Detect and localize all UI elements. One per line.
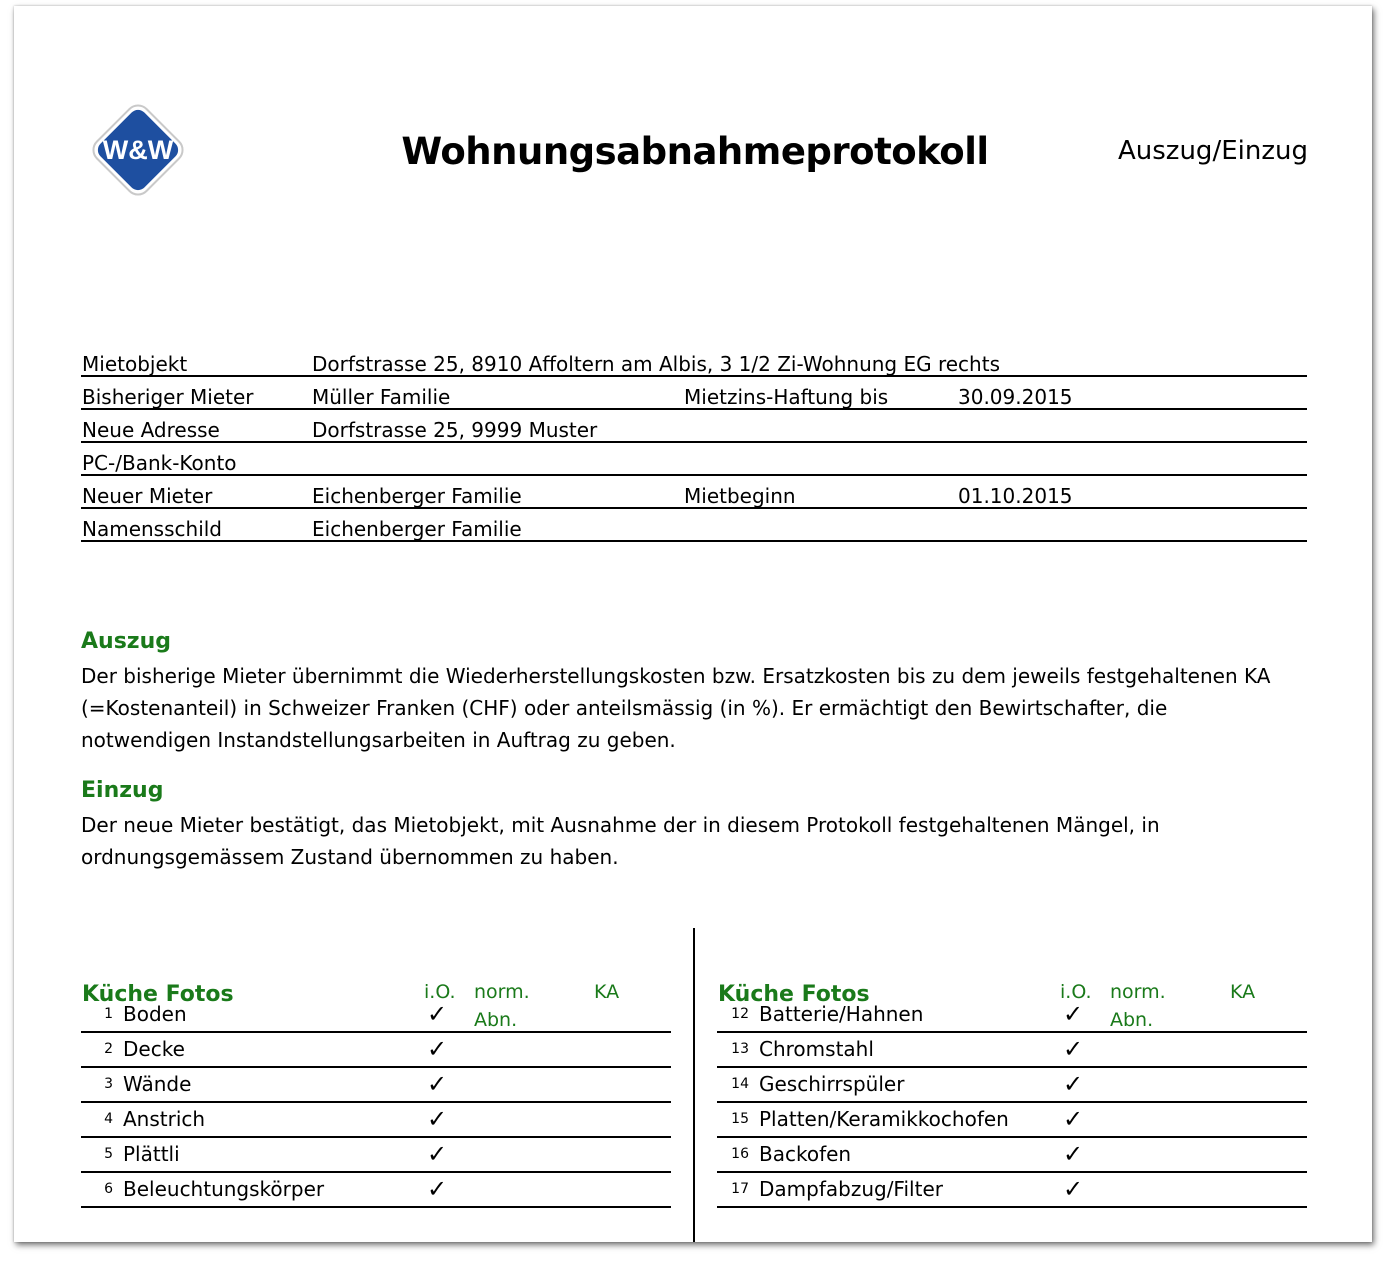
row-number: 17 <box>731 1181 749 1197</box>
check-icon: ✓ <box>1063 1000 1084 1028</box>
kitchen-table-left <box>81 938 671 1208</box>
info-row <box>81 410 1307 443</box>
table-row <box>81 998 671 1033</box>
table-row <box>81 1103 671 1138</box>
col-norm: norm. Abn. <box>1110 981 1166 1031</box>
info-value: Eichenberger Familie <box>312 517 522 541</box>
row-number: 3 <box>104 1076 113 1092</box>
einzug-line: Der neue Mieter bestätigt, das Mietobjekt, mit Ausnahme der in diesem Protokoll festgehaltenen Mängel, in <box>81 813 1160 837</box>
info-table <box>81 344 1307 542</box>
row-label: Geschirrspüler <box>759 1072 905 1096</box>
info-value-secondary: 30.09.2015 <box>958 385 1073 409</box>
row-number: 4 <box>104 1111 113 1127</box>
row-label: Anstrich <box>123 1107 206 1131</box>
table-row <box>81 1173 671 1208</box>
einzug-line: ordnungsgemässem Zustand übernommen zu haben. <box>81 845 619 869</box>
row-label: Platten/Keramikkochofen <box>759 1107 1009 1131</box>
info-row <box>81 509 1307 542</box>
check-icon: ✓ <box>1063 1105 1084 1133</box>
info-value: Müller Familie <box>312 385 451 409</box>
col-norm: norm. Abn. <box>474 981 530 1031</box>
check-icon: ✓ <box>1063 1035 1084 1063</box>
row-number: 1 <box>104 1006 113 1022</box>
check-icon: ✓ <box>427 1070 448 1098</box>
col-io: i.O. <box>424 981 456 1003</box>
auszug-heading: Auszug <box>81 629 171 654</box>
info-label: Namensschild <box>82 517 222 541</box>
column-divider <box>693 928 695 1242</box>
table-title: Küche Fotos <box>82 982 234 1007</box>
table-row <box>717 1033 1307 1068</box>
info-label: PC-/Bank-Konto <box>82 451 237 475</box>
info-row <box>81 476 1307 509</box>
row-label: Decke <box>123 1037 185 1061</box>
row-label: Wände <box>123 1072 192 1096</box>
row-number: 15 <box>731 1111 749 1127</box>
check-icon: ✓ <box>1063 1175 1084 1203</box>
row-label: Plättli <box>123 1142 180 1166</box>
row-number: 12 <box>731 1006 749 1022</box>
document-page <box>14 6 1372 1242</box>
col-ka: KA <box>594 981 620 1003</box>
row-number: 5 <box>104 1146 113 1162</box>
row-number: 2 <box>104 1041 113 1057</box>
info-value: Dorfstrasse 25, 8910 Affoltern am Albis, 3 1/2 Zi-Wohnung EG rechts <box>312 352 1000 376</box>
col-io: i.O. <box>1060 981 1092 1003</box>
auszug-text <box>81 660 1321 756</box>
auszug-line: Der bisherige Mieter übernimmt die Wiederherstellungskosten bzw. Ersatzkosten bis zu dem jeweils festgehaltenen KA <box>81 664 1271 688</box>
row-number: 13 <box>731 1041 749 1057</box>
table-row <box>717 1138 1307 1173</box>
einzug-heading: Einzug <box>81 778 164 803</box>
table-row <box>717 1068 1307 1103</box>
info-value: Dorfstrasse 25, 9999 Muster <box>312 418 598 442</box>
row-label: Dampfabzug/Filter <box>759 1177 943 1201</box>
row-label: Batterie/Hahnen <box>759 1002 924 1026</box>
table-row <box>81 1033 671 1068</box>
row-label: Beleuchtungskörper <box>123 1177 325 1201</box>
row-number: 6 <box>104 1181 113 1197</box>
row-label: Chromstahl <box>759 1037 874 1061</box>
row-number: 16 <box>731 1146 749 1162</box>
kitchen-table-right <box>717 938 1307 1208</box>
check-icon: ✓ <box>427 1175 448 1203</box>
table-row <box>717 1173 1307 1208</box>
info-row <box>81 344 1307 377</box>
check-icon: ✓ <box>1063 1140 1084 1168</box>
info-label-secondary: Mietzins-Haftung bis <box>684 385 889 409</box>
logo-text: W&W <box>102 135 174 165</box>
table-row <box>717 1103 1307 1138</box>
table-row <box>81 1068 671 1103</box>
auszug-line: (=Kostenanteil) in Schweizer Franken (CHF) oder anteilsmässig (in %). Er ermächtigt den Bewirtschafter, die <box>81 696 1168 720</box>
info-label-secondary: Mietbeginn <box>684 484 796 508</box>
info-label: Bisheriger Mieter <box>82 385 254 409</box>
row-label: Backofen <box>759 1142 852 1166</box>
check-icon: ✓ <box>427 1105 448 1133</box>
info-label: Neuer Mieter <box>82 484 213 508</box>
info-value-secondary: 01.10.2015 <box>958 484 1073 508</box>
info-value: Eichenberger Familie <box>312 484 522 508</box>
col-ka: KA <box>1230 981 1256 1003</box>
info-label: Mietobjekt <box>82 352 188 376</box>
einzug-text <box>81 809 1321 873</box>
check-icon: ✓ <box>427 1140 448 1168</box>
info-label: Neue Adresse <box>82 418 220 442</box>
check-icon: ✓ <box>427 1035 448 1063</box>
table-title: Küche Fotos <box>718 982 870 1007</box>
info-row <box>81 443 1307 476</box>
row-label: Boden <box>123 1002 187 1026</box>
table-row <box>717 998 1307 1033</box>
check-icon: ✓ <box>1063 1070 1084 1098</box>
row-number: 14 <box>731 1076 749 1092</box>
auszug-line: notwendigen Instandstellungsarbeiten in Auftrag zu geben. <box>81 728 676 752</box>
page-title: Wohnungsabnahmeprotokoll <box>401 130 989 173</box>
table-row <box>81 1138 671 1173</box>
page-subtitle: Auszug/Einzug <box>1118 136 1308 166</box>
check-icon: ✓ <box>427 1000 448 1028</box>
info-row <box>81 377 1307 410</box>
